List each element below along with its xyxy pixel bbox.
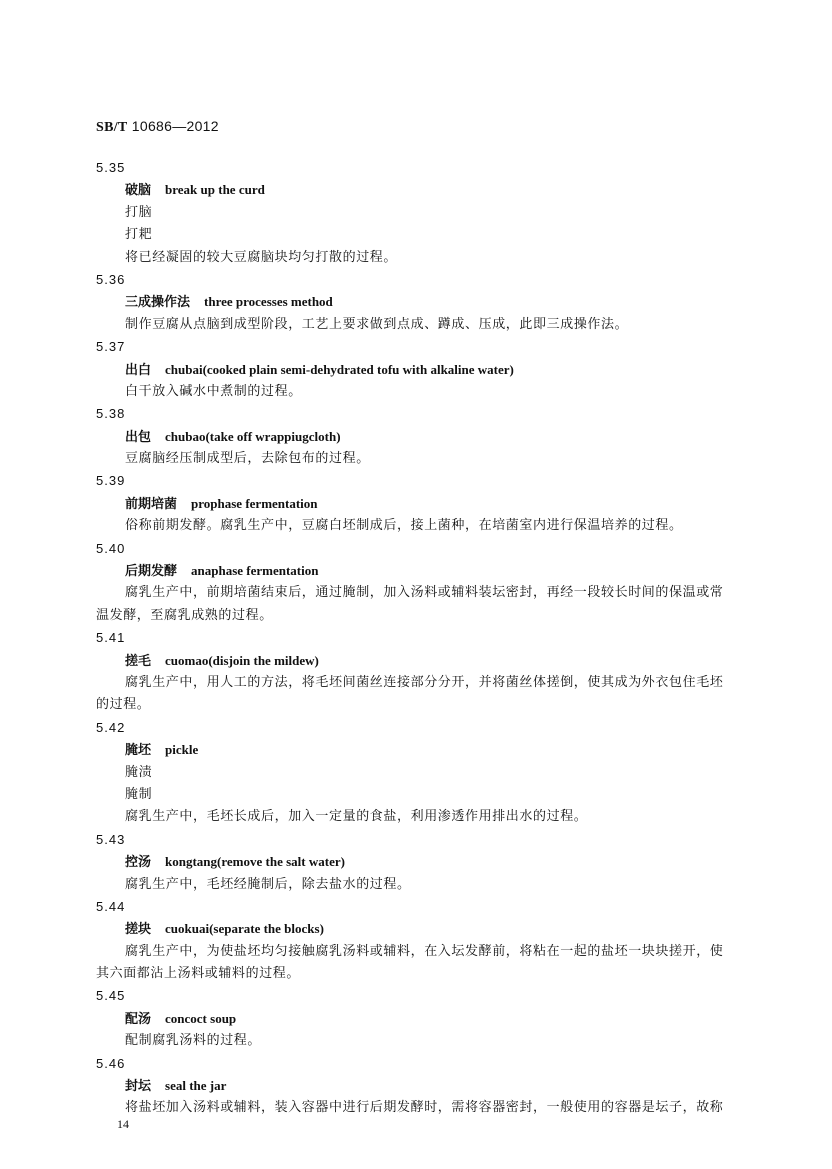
- term-chinese: 出白: [125, 362, 152, 378]
- term-english: concoct soup: [165, 1010, 237, 1026]
- definition-text: 温发酵，至腐乳成熟的过程。: [96, 607, 273, 623]
- term-chinese: 后期发酵: [125, 564, 178, 580]
- term-line: [0, 1008, 832, 1030]
- definition-text: 腐乳生产中，毛坯长成后，加入一定量的食盐，利用渗透作用排出水的过程。: [125, 809, 588, 825]
- term-line: [0, 426, 832, 448]
- entry-number: 5.38: [96, 406, 126, 422]
- term-english: seal the jar: [165, 1078, 227, 1094]
- term-english: prophase fermentation: [191, 495, 318, 511]
- term-english: chubao(take off wrappiugcloth): [165, 428, 341, 444]
- term-chinese: 破脑: [125, 183, 152, 199]
- entry-number: 5.41: [96, 630, 126, 646]
- term-english: chubai(cooked plain semi-dehydrated tofu with alkaline water): [165, 361, 514, 377]
- entry-number: 5.35: [96, 160, 126, 175]
- term-line: [0, 739, 832, 761]
- term-chinese: 封坛: [125, 1079, 152, 1095]
- definition-text: 白干放入碱水中煮制的过程。: [125, 383, 302, 399]
- definition-text: 其六面都沾上汤料或辅料的过程。: [96, 966, 301, 982]
- term-line: [0, 560, 832, 582]
- definition-text: 配制腐乳汤料的过程。: [125, 1033, 262, 1049]
- term-synonym: 打脑: [125, 204, 153, 220]
- page-number: 14: [117, 1117, 129, 1131]
- term-line: [0, 291, 832, 313]
- definition-text: 俗称前期发酵。腐乳生产中，豆腐白坯制成后，接上菌种，在培菌室内进行保温培养的过程。: [125, 518, 683, 534]
- term-chinese: 出包: [125, 429, 152, 445]
- term-english: three processes method: [204, 294, 333, 310]
- term-line: [0, 493, 832, 515]
- entry-number: 5.37: [96, 339, 126, 355]
- standard-number: 10686—2012: [131, 118, 219, 134]
- term-line: [0, 1075, 832, 1097]
- term-entries: [0, 157, 832, 1120]
- term-english: break up the curd: [165, 182, 265, 198]
- definition-text: 腐乳生产中，前期培菌结束后，通过腌制，加入汤料或辅料装坛密封，再经一段较长时间的保温或常: [125, 585, 724, 601]
- standard-code: SB/T: [96, 120, 128, 135]
- term-chinese: 搓块: [125, 922, 152, 938]
- term-english: cuomao(disjoin the mildew): [165, 652, 319, 668]
- term-line: [0, 179, 832, 201]
- term-english: anaphase fermentation: [191, 563, 319, 579]
- term-synonym: 腌制: [125, 786, 153, 802]
- entry-number: 5.39: [96, 473, 126, 489]
- term-english: kongtang(remove the salt water): [165, 854, 345, 870]
- term-chinese: 三成操作法: [125, 295, 191, 311]
- term-line: [0, 851, 832, 873]
- entry-number: 5.44: [96, 898, 126, 914]
- term-english: cuokuai(separate the blocks): [165, 921, 324, 937]
- entry-number: 5.45: [96, 988, 126, 1004]
- definition-text: 腐乳生产中，用人工的方法，将毛坯间菌丝连接部分分开，并将菌丝体搓倒，使其成为外衣包住毛坯: [125, 674, 724, 690]
- entry-number: 5.46: [96, 1055, 126, 1071]
- term-line: [0, 359, 832, 381]
- term-english: pickle: [165, 742, 199, 758]
- entry-number: 5.43: [96, 831, 126, 847]
- definition-text: 腐乳生产中，毛坯经腌制后，除去盐水的过程。: [125, 876, 411, 892]
- term-synonym: 打耙: [125, 227, 153, 243]
- definition-text: 豆腐脑经压制成型后，去除包布的过程。: [125, 451, 370, 467]
- definition-text: 腐乳生产中，为使盐坯均匀接触腐乳汤料或辅料，在入坛发酵前，将粘在一起的盐坯一块块搓开，使: [125, 943, 724, 959]
- term-chinese: 搓毛: [125, 653, 152, 669]
- standard-header: [96, 118, 219, 136]
- term-chinese: 前期培菌: [125, 496, 178, 512]
- definition-text: 将盐坯加入汤料或辅料，装入容器中进行后期发酵时，需将容器密封，一般使用的容器是坛子，故称: [125, 1100, 724, 1116]
- definition-text: 将已经凝固的较大豆腐脑块均匀打散的过程。: [125, 249, 398, 265]
- term-synonym: 腌渍: [125, 764, 153, 780]
- definition-text: 制作豆腐从点脑到成型阶段，工艺上要求做到点成、蹲成、压成，此即三成操作法。: [125, 316, 629, 332]
- entry-number: 5.40: [96, 540, 126, 556]
- term-line: [0, 650, 832, 672]
- entry-number: 5.42: [96, 719, 126, 735]
- term-chinese: 控汤: [125, 855, 152, 871]
- definition-text: 的过程。: [96, 697, 151, 713]
- term-line: [0, 918, 832, 940]
- term-chinese: 腌坯: [125, 743, 152, 759]
- term-chinese: 配汤: [125, 1011, 152, 1027]
- entry-number: 5.36: [96, 271, 126, 287]
